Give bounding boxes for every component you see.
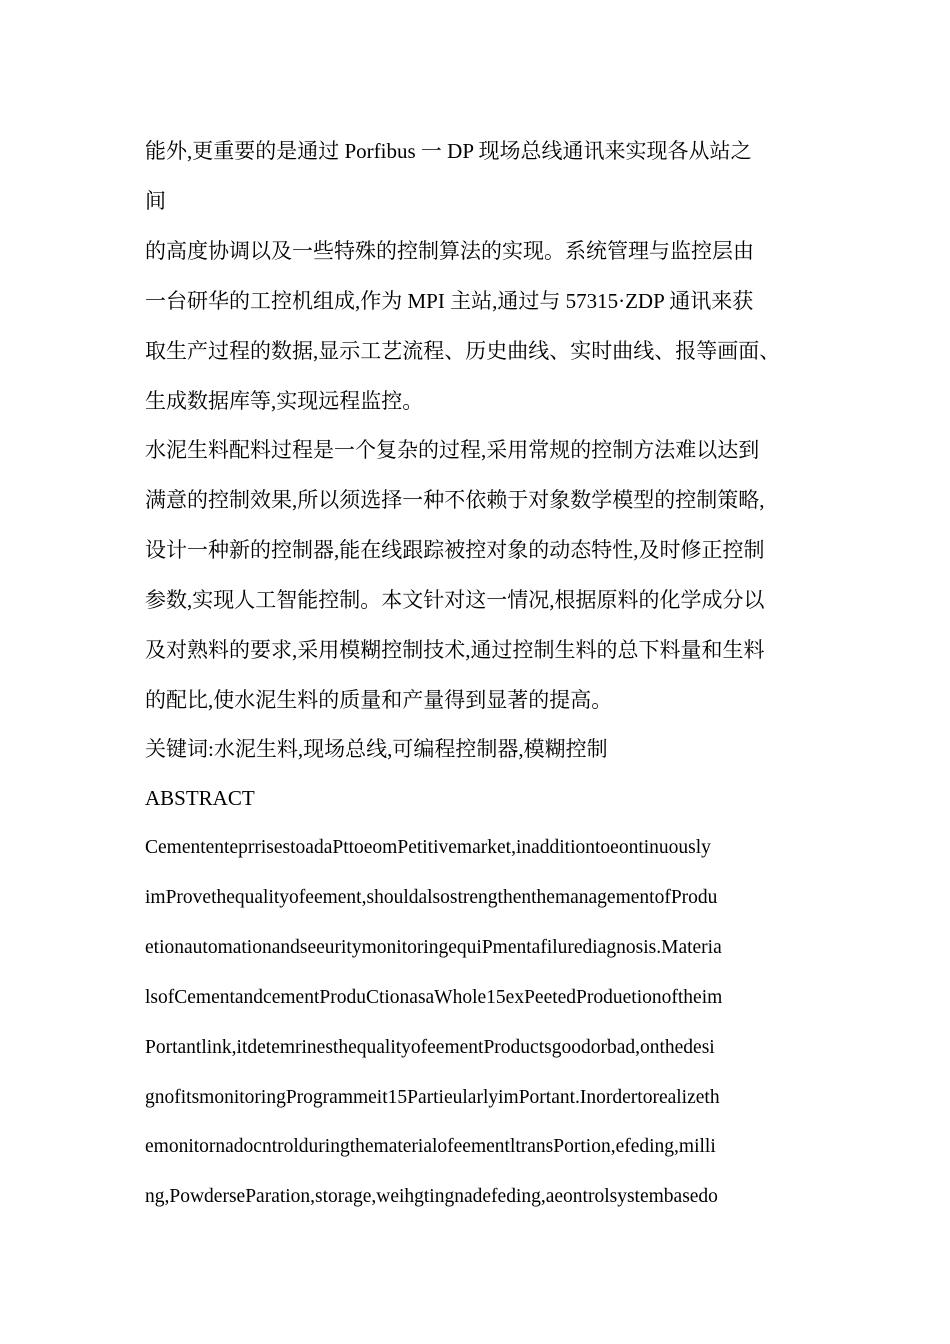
text-line: 间 <box>145 189 166 213</box>
text-line: lsofCementandcementProduCtionasaWhole15exPeetedProduetionoftheim <box>145 987 723 1008</box>
text-line: 能外,更重要的是通过 Porfibus 一 DP 现场总线通讯来实现各从站之 <box>145 139 752 163</box>
text-line: CemententeprrisestoadaPttoeomPetitivemarket,inadditiontoeontinuously <box>145 837 711 858</box>
text-line: 生成数据库等,实现远程监控。 <box>145 389 424 413</box>
text-line: Portantlink,itdetemrinesthequalityofeementProductsgoodorbad,onthedesi <box>145 1037 715 1058</box>
text-line: etionautomationandseeuritymonitoringequiPmentafilurediagnosis.Materia <box>145 937 722 958</box>
text-line: 参数,实现人工智能控制。本文针对这一情况,根据原料的化学成分以 <box>145 588 765 612</box>
keywords-line: 关键词:水泥生料,现场总线,可编程控制器,模糊控制 <box>145 737 608 761</box>
text-line: gnofitsmonitoringProgrammeit15PartieularlyimPortant.Inordertorealizeth <box>145 1087 720 1108</box>
abstract-heading: ABSTRACT <box>145 786 255 810</box>
text-line: imProvethequalityofeement,shouldalsostrengthenthemanagementofProdu <box>145 887 718 908</box>
text-line: 设计一种新的控制器,能在线跟踪被控对象的动态特性,及时修正控制 <box>145 538 765 562</box>
text-line: 的高度协调以及一些特殊的控制算法的实现。系统管理与监控层由 <box>145 239 754 263</box>
text-line: 满意的控制效果,所以须选择一种不依赖于对象数学模型的控制策略, <box>145 488 765 512</box>
text-line: emonitornadocntrolduringthematerialofeementltransPortion,efeding,milli <box>145 1136 716 1157</box>
text-line: 及对熟料的要求,采用模糊控制技术,通过控制生料的总下料量和生料 <box>145 638 765 662</box>
text-line: 水泥生料配料过程是一个复杂的过程,采用常规的控制方法难以达到 <box>145 438 760 462</box>
text-line: ng,PowderseParation,storage,weihgtingnadefeding,aeontrolsystembasedo <box>145 1186 718 1207</box>
text-line: 一台研华的工控机组成,作为 MPI 主站,通过与 57315·ZDP 通讯来获 <box>145 289 754 313</box>
text-line: 取生产过程的数据,显示工艺流程、历史曲线、实时曲线、报等画面、 <box>145 339 781 363</box>
text-line: 的配比,使水泥生料的质量和产量得到显著的提高。 <box>145 688 613 712</box>
